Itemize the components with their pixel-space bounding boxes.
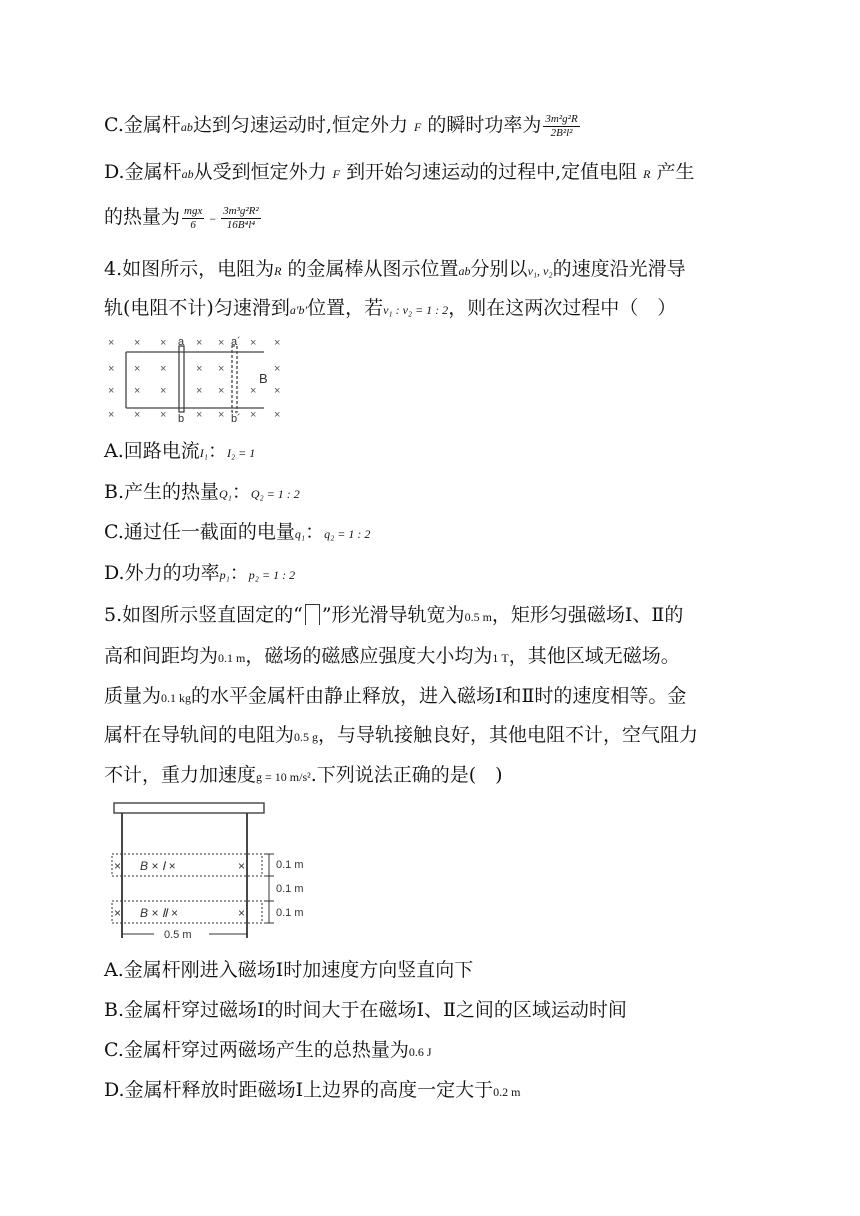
svg-text:×: × <box>134 363 141 375</box>
svg-text:0.1 m: 0.1 m <box>276 907 304 919</box>
svg-text:b: b <box>178 413 185 424</box>
q5-stem-line1: 5.如图所示竖直固定的“ ”形光滑导轨宽为0.5 m，矩形匀强磁场Ⅰ、Ⅱ的 <box>104 604 684 626</box>
svg-text:×: × <box>250 337 257 349</box>
svg-text:0.5 m: 0.5 m <box>164 929 192 941</box>
svg-text:×: × <box>160 337 167 349</box>
heat-fraction-2: $\frac{\text{3m³g²R²}}{\text{16B⁴l⁴}}$ <box>223 204 259 231</box>
q5-stem-line3: 质量为0.1 kg的水平金属杆由静止释放，进入磁场Ⅰ和Ⅱ时的速度相等。金 <box>104 685 687 707</box>
q3-option-d-cont: 的热量为 $\frac{\text{mgx}}{6}$ − $\frac{\text{3m³g²R²}}{\text{16B⁴l⁴}}$ <box>104 204 259 231</box>
q4-stem-line1: 4.如图所示，电阻为R 的金属棒从图示位置ab分别以v₁, v₂的速度沿光滑导 <box>104 258 686 280</box>
q4-option-c: C.通过任一截面的电量q₁：q₂ = 1 : 2 <box>104 521 371 543</box>
svg-text:×: × <box>134 409 141 421</box>
svg-text:×: × <box>274 409 281 421</box>
svg-text:×: × <box>274 363 281 375</box>
svg-text:×: × <box>250 385 257 397</box>
svg-text:×: × <box>108 337 115 349</box>
q5-stem-line4: 属杆在导轨间的电阻为0.5 g，与导轨接触良好，其他电阻不计，空气阻力 <box>104 724 699 746</box>
svg-text:×: × <box>274 337 281 349</box>
svg-text:×: × <box>238 906 246 920</box>
svg-text:×: × <box>114 859 122 873</box>
svg-text:B × Ⅱ ×: B × Ⅱ × <box>140 906 178 920</box>
svg-text:×: × <box>196 385 203 397</box>
heat-fraction-1: $\frac{\text{mgx}}{6}$ <box>184 204 203 231</box>
q5-stem-line5: 不计，重力加速度g = 10 m/s².下列说法正确的是( ) <box>104 764 503 786</box>
q3-option-c: C.金属杆ab达到匀速运动时,恒定外力 F 的瞬时功率为 $\frac{\text{3m²g²R}}{\text{2B²l²}}$ <box>104 112 578 139</box>
q5-magnetic-field-figure <box>104 800 314 945</box>
svg-text:×: × <box>218 363 225 375</box>
field-labels <box>114 859 304 941</box>
svg-text:×: × <box>274 385 281 397</box>
power-fraction: $\frac{\text{3m²g²R}}{\text{2B²l²}}$ <box>545 112 578 139</box>
q5-stem-line2: 高和间距均为0.1 m，磁场的磁感应强度大小均为1 T，其他区域无磁场。 <box>104 645 680 667</box>
svg-text:×: × <box>238 859 246 873</box>
q5-option-b: B.金属杆穿过磁场Ⅰ的时间大于在磁场Ⅰ、Ⅱ之间的区域运动时间 <box>104 999 627 1021</box>
svg-text:×: × <box>160 385 167 397</box>
q5-option-c: C.金属杆穿过两磁场产生的总热量为0.6 J <box>104 1039 432 1061</box>
svg-text:×: × <box>196 363 203 375</box>
svg-text:×: × <box>196 409 203 421</box>
q3-option-d: D.金属杆ab从受到恒定外力 F 到开始匀速运动的过程中,定值电阻 R 产生 <box>104 161 695 183</box>
q4-option-d: D.外力的功率p₁：p₂ = 1 : 2 <box>104 562 296 584</box>
math-ab: ab <box>180 120 193 134</box>
svg-text:B: B <box>259 371 268 386</box>
svg-text:×: × <box>108 385 115 397</box>
svg-text:×: × <box>218 337 225 349</box>
svg-text:×: × <box>196 337 203 349</box>
q5-option-a: A.金属杆刚进入磁场Ⅰ时加速度方向竖直向下 <box>104 959 474 981</box>
svg-text:a´: a´ <box>231 336 241 348</box>
svg-text:×: × <box>114 906 122 920</box>
q5-option-d: D.金属杆释放时距磁场Ⅰ上边界的高度一定大于0.2 m <box>104 1079 521 1101</box>
svg-text:×: × <box>134 385 141 397</box>
svg-text:b´: b´ <box>231 413 241 424</box>
svg-text:×: × <box>218 409 225 421</box>
q4-rail-figure <box>104 334 294 424</box>
svg-text:×: × <box>134 337 141 349</box>
svg-text:×: × <box>160 409 167 421</box>
svg-text:a: a <box>178 336 185 348</box>
q4-stem-line2: 轨(电阻不计)匀速滑到a′b′位置，若v₁ : v₂ = 1 : 2，则在这两次过程中（ ） <box>104 297 677 319</box>
rail-frame <box>112 803 274 938</box>
q4-option-a: A.回路电流I₁：I₂ = 1 <box>104 440 256 462</box>
q4-option-b: B.产生的热量Q₁：Q₂ = 1 : 2 <box>104 481 300 503</box>
svg-text:×: × <box>160 363 167 375</box>
svg-text:B × Ⅰ ×: B × Ⅰ × <box>140 859 176 873</box>
svg-text:0.1 m: 0.1 m <box>276 883 304 895</box>
svg-text:×: × <box>108 409 115 421</box>
math-F: F <box>414 120 422 134</box>
rail-circuit <box>126 346 264 412</box>
svg-text:0.1 m: 0.1 m <box>276 859 304 871</box>
svg-text:×: × <box>218 385 225 397</box>
rail-shape-icon <box>305 604 320 625</box>
svg-text:×: × <box>108 363 115 375</box>
svg-text:×: × <box>250 409 257 421</box>
